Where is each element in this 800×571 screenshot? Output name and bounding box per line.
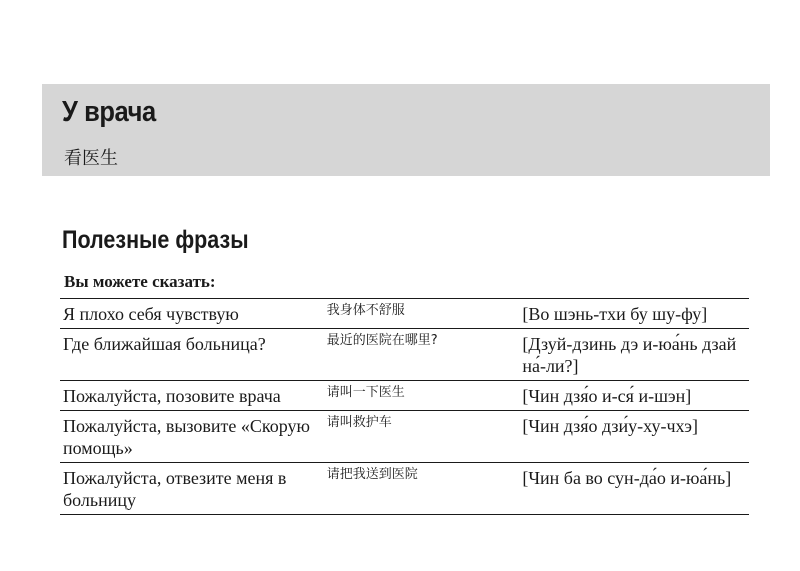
chinese-phrase: 请把我送到医院 xyxy=(326,467,418,482)
table-row xyxy=(60,299,749,329)
chinese-phrase: 我身体不舒服 xyxy=(326,303,405,318)
chinese-phrase: 请叫一下医生 xyxy=(326,385,405,400)
section-lead: Вы можете сказать: xyxy=(64,272,216,291)
transcription: [Чин дзя́о и-ся́ и-шэн] xyxy=(522,386,692,406)
chapter-subtitle-chinese: 看医生 xyxy=(64,148,118,169)
chinese-phrase: 请叫救护车 xyxy=(326,415,392,430)
phrases-table xyxy=(60,298,749,515)
chinese-phrase: 最近的医院在哪里? xyxy=(326,333,438,348)
chapter-header xyxy=(42,84,770,176)
transcription: [Во шэнь-тхи бу шу-фу] xyxy=(522,304,708,324)
table-row xyxy=(60,463,749,515)
table-row xyxy=(60,381,749,411)
section-title: Полезные фразы xyxy=(62,226,249,254)
chapter-title: У врача xyxy=(62,96,156,128)
russian-phrase: Где ближайшая больница? xyxy=(63,334,266,354)
transcription: [Чин дзя́о дзи́у-ху-чхэ] xyxy=(522,416,699,436)
transcription: [Чин ба во сун-да́о и-юа́нь] xyxy=(522,468,732,488)
russian-phrase: Я плохо себя чувствую xyxy=(63,304,239,324)
russian-phrase: Пожалуйста, вызовите «Скорую помощь» xyxy=(63,416,310,458)
table-row xyxy=(60,329,749,381)
russian-phrase: Пожалуйста, позовите врача xyxy=(63,386,281,406)
russian-phrase: Пожалуйста, отвезите меня в больницу xyxy=(63,468,287,510)
table-row xyxy=(60,411,749,463)
transcription: [Дзуй-дзинь дэ и-юа́нь дзай на́-ли?] xyxy=(522,334,737,376)
